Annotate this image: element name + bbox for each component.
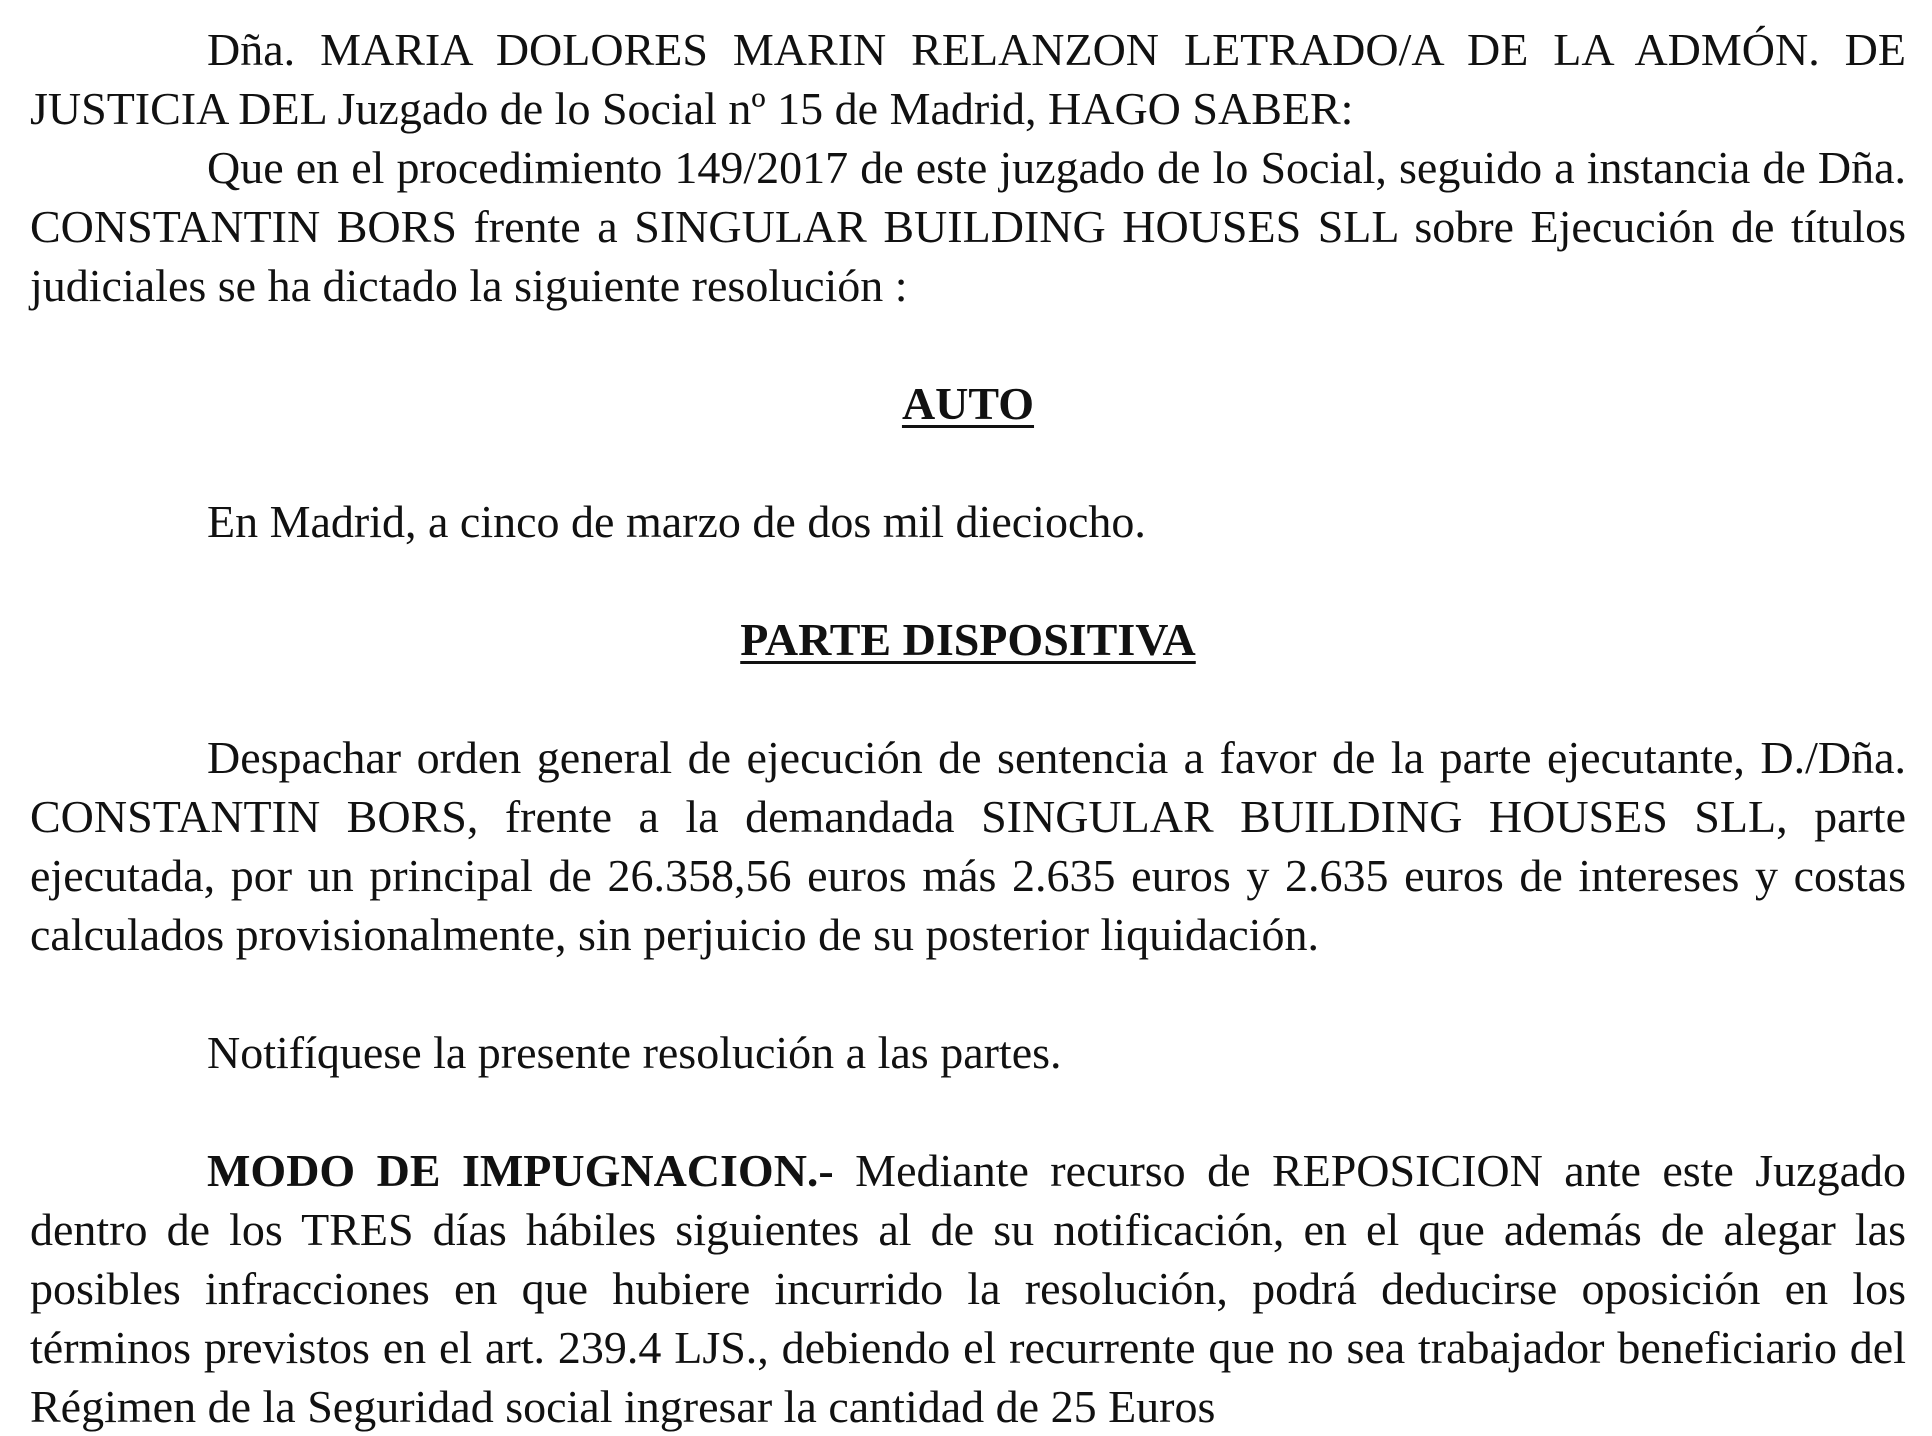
despachar-paragraph: Despachar orden general de ejecución de sentencia a favor de la parte ejecutante, D./Dña. CONSTANTIN BORS, frente a la demandada SINGULAR BUILDING HOUSES SLL, parte ejecutada, por un principal de 26.358,56 euros más 2.635 euros y 2.635 euros de intereses y costas calculados provisionalmente, sin perjuicio de su posterior liquidación. xyxy=(30,732,1906,960)
spacer xyxy=(30,1082,1906,1141)
parte-dispositiva-heading: PARTE DISPOSITIVA xyxy=(740,614,1196,665)
impugnacion-paragraph xyxy=(30,1141,1906,1436)
date-line: En Madrid, a cinco de marzo de dos mil dieciocho. xyxy=(207,496,1146,547)
spacer xyxy=(30,433,1906,492)
spacer xyxy=(30,551,1906,610)
impugnacion-text: Mediante recurso de REPOSICION ante este Juzgado dentro de los TRES días hábiles siguientes al de su notificación, en el que además de alegar las posibles infracciones en que hubiere incurrido la resolución, podrá deducirse oposición en los términos previstos en el art. 239.4 LJS., debiendo el recurrente que no sea trabajador beneficiario del Régimen de la Seguridad social ingresar la cantidad de 25 Euros xyxy=(30,1145,1906,1432)
impugnacion-label: MODO DE IMPUGNACION.- xyxy=(207,1145,834,1196)
intro-paragraph: Dña. MARIA DOLORES MARIN RELANZON LETRADO/A DE LA ADMÓN. DE JUSTICIA DEL Juzgado de lo Social nº 15 de Madrid, HAGO SABER: xyxy=(30,24,1906,134)
auto-heading: AUTO xyxy=(901,378,1035,429)
spacer xyxy=(30,669,1906,728)
spacer xyxy=(30,964,1906,1023)
spacer xyxy=(30,315,1906,374)
notificar-line: Notifíquese la presente resolución a las partes. xyxy=(207,1027,1062,1078)
document-page xyxy=(30,20,1906,1436)
procedure-paragraph: Que en el procedimiento 149/2017 de este juzgado de lo Social, seguido a instancia de Dña. CONSTANTIN BORS frente a SINGULAR BUILDING HOUSES SLL sobre Ejecución de títulos judiciales se ha dictado la siguiente resolución : xyxy=(30,142,1906,311)
